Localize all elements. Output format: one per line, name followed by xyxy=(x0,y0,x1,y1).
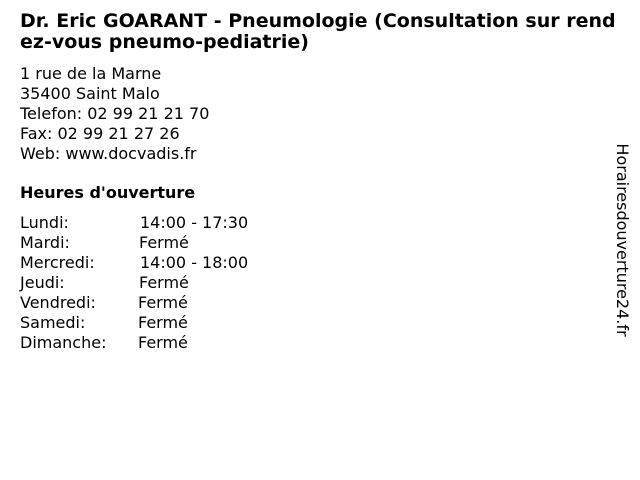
address-block xyxy=(20,64,209,164)
address-street: 1 rue de la Marne xyxy=(20,64,162,83)
hours-time: Fermé xyxy=(138,333,188,352)
address-phone: Telefon: 02 99 21 21 70 xyxy=(20,104,210,123)
hours-day: Mercredi: xyxy=(20,253,95,272)
hours-time: 14:00 - 17:30 xyxy=(140,213,249,232)
hours-time: 14:00 - 18:00 xyxy=(140,253,249,272)
hours-day: Dimanche: xyxy=(20,333,107,352)
hours-day: Vendredi: xyxy=(20,293,96,312)
site-watermark: Horairesdouverture24.fr xyxy=(613,143,632,337)
hours-day: Mardi: xyxy=(20,233,70,252)
address-city: 35400 Saint Malo xyxy=(20,84,160,103)
hours-time: Fermé xyxy=(138,313,188,332)
hours-day: Samedi: xyxy=(20,313,86,332)
address-fax: Fax: 02 99 21 27 26 xyxy=(20,124,180,143)
address-web: Web: www.docvadis.fr xyxy=(20,144,197,163)
hours-time: Fermé xyxy=(138,293,188,312)
hours-time: Fermé xyxy=(139,233,189,252)
page-title: Dr. Eric GOARANT - Pneumologie (Consultation sur rendez-vous pneumo-pediatrie) xyxy=(20,10,616,53)
hours-time: Fermé xyxy=(139,273,189,292)
hours-heading: Heures d'ouverture xyxy=(20,183,196,202)
hours-day: Jeudi: xyxy=(20,273,65,292)
hours-day: Lundi: xyxy=(20,213,69,232)
